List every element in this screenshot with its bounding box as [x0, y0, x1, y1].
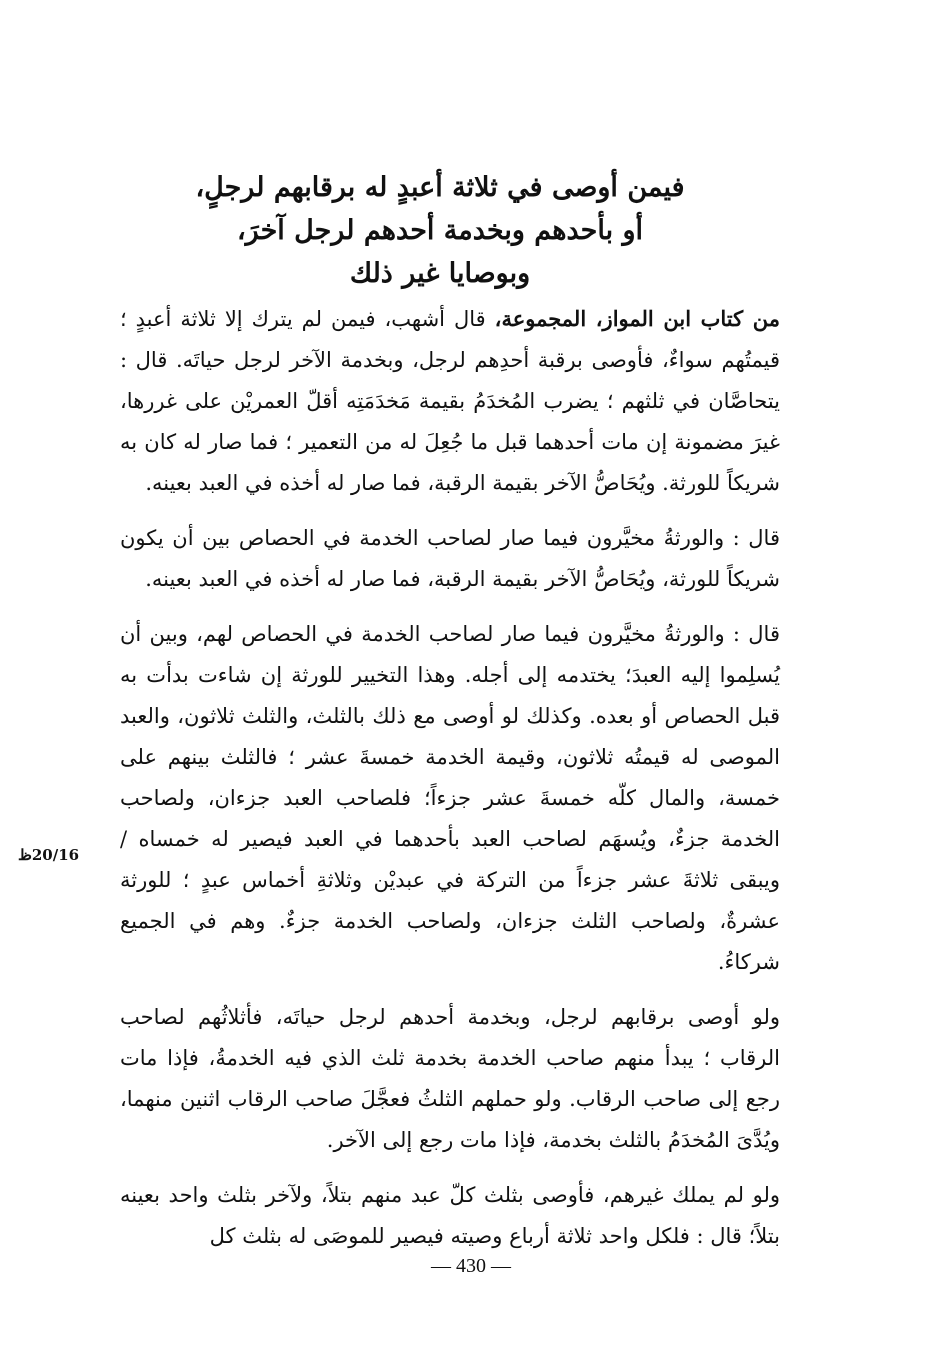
paragraph-1 — [120, 298, 780, 504]
paragraph-3: قال : والورثةُ مخيَّرون فيما صار لصاحب الخدمة في الحصاص لهم، وبين أن يُسلِموا إليه العبدَ؛ يختدمه إلى أجله. وهذا التخيير للورثة إن شاءت بدأت به قبل الحصاص أو بعده. وكذلك لو أوصى مع ذلك بالثلث، والثلث ثلاثون، والعبد الموصى له قيمتُه ثلاثون، وقيمة الخدمة خمسةَ عشر ؛ فالثلث بينهم على خمسة، والمال كلّه خمسةَ عشر جزءاً؛ فلصاحب العبد جزءان، ولصاحب الخدمة جزءٌ، ويُسهَم لصاحب العبد بأحدهما في العبد فيصير له خمساه / ويبقى ثلاثةَ عشر جزءاً من التركة في عبديْن وثلاثةِ أخماس عبدٍ ؛ للورثة عشرةٌ، ولصاحب الثلث جزءان، ولصاحب الخدمة جزءٌ. وهم في الجميع شركاءُ. — [120, 622, 780, 974]
paragraph-2: قال : والورثةُ مخيَّرون فيما صار لصاحب الخدمة في الحصاص بين أن يكون شريكاً للورثة، ويُحَاصُّ الآخر بقيمة الرقبة، فما صار له أخذه في العبد بعينه. — [120, 526, 780, 591]
heading-line-2: أو بأحدهم وبخدمة أحدهم لرجل آخرَ، — [236, 215, 644, 246]
paragraph-5: ولو لم يملك غيرهم، فأوصى بثلث كلّ عبد منهم بتلاً، ولآخر بثلث واحد بعينه بتلاً؛ قال : فلكل واحد ثلاثة أرباع وصيته فيصير للموصَى له بثلث كل — [120, 1183, 780, 1248]
page-number: — 430 — — [431, 1255, 511, 1277]
paragraph-4: ولو أوصى برقابهم لرجل، وبخدمة أحدهم لرجل حياتَه، فأثلاثُهم لصاحب الرقاب ؛ يبدأ منهم صاحب الخدمة بخدمة ثلث الذي فيه الخدمةُ، فإذا مات رجع إلى صاحب الرقاب. ولو حملهم الثلثُ فعجَّلَ صاحب الرقاب اثنين منهما، ويُدَّىَ المُخدَمُ بالثلث بخدمة، فإذا مات رجع إلى الآخر. — [120, 1005, 780, 1152]
body-text — [120, 298, 780, 1271]
heading-line-1: فيمن أوصى في ثلاثة أعبدٍ له برقابهم لرجلٍ، — [195, 172, 685, 203]
heading-line-3: وبوصايا غير ذلك — [349, 258, 531, 289]
paragraph-1-text: قال أشهب، فيمن لم يترك إلا ثلاثة أعبدٍ ؛ قيمتُهم سواءٌ، فأوصى برقبة أحدِهم لرجل، وبخدمة الآخر لرجل حياتَه. قال : يتحاصَّان في ثلثهم ؛ يضرب المُخدَمُ بقيمة مَخدَمَتِه أقلّ العمريْن على غررها، غيرَ مضمونة إن مات أحدهما قبل ما جُعِلَ له من التعمير ؛ فما صار له كان به شريكاً للورثة. ويُحَاصُّ الآخر بقيمة الرقبة، فما صار له أخذه في العبد بعينه. — [120, 307, 780, 495]
manuscript-margin-reference: 20/16ظ — [18, 846, 80, 864]
source-reference: من كتاب ابن المواز، المجموعة، — [494, 306, 780, 331]
chapter-heading — [100, 166, 780, 295]
